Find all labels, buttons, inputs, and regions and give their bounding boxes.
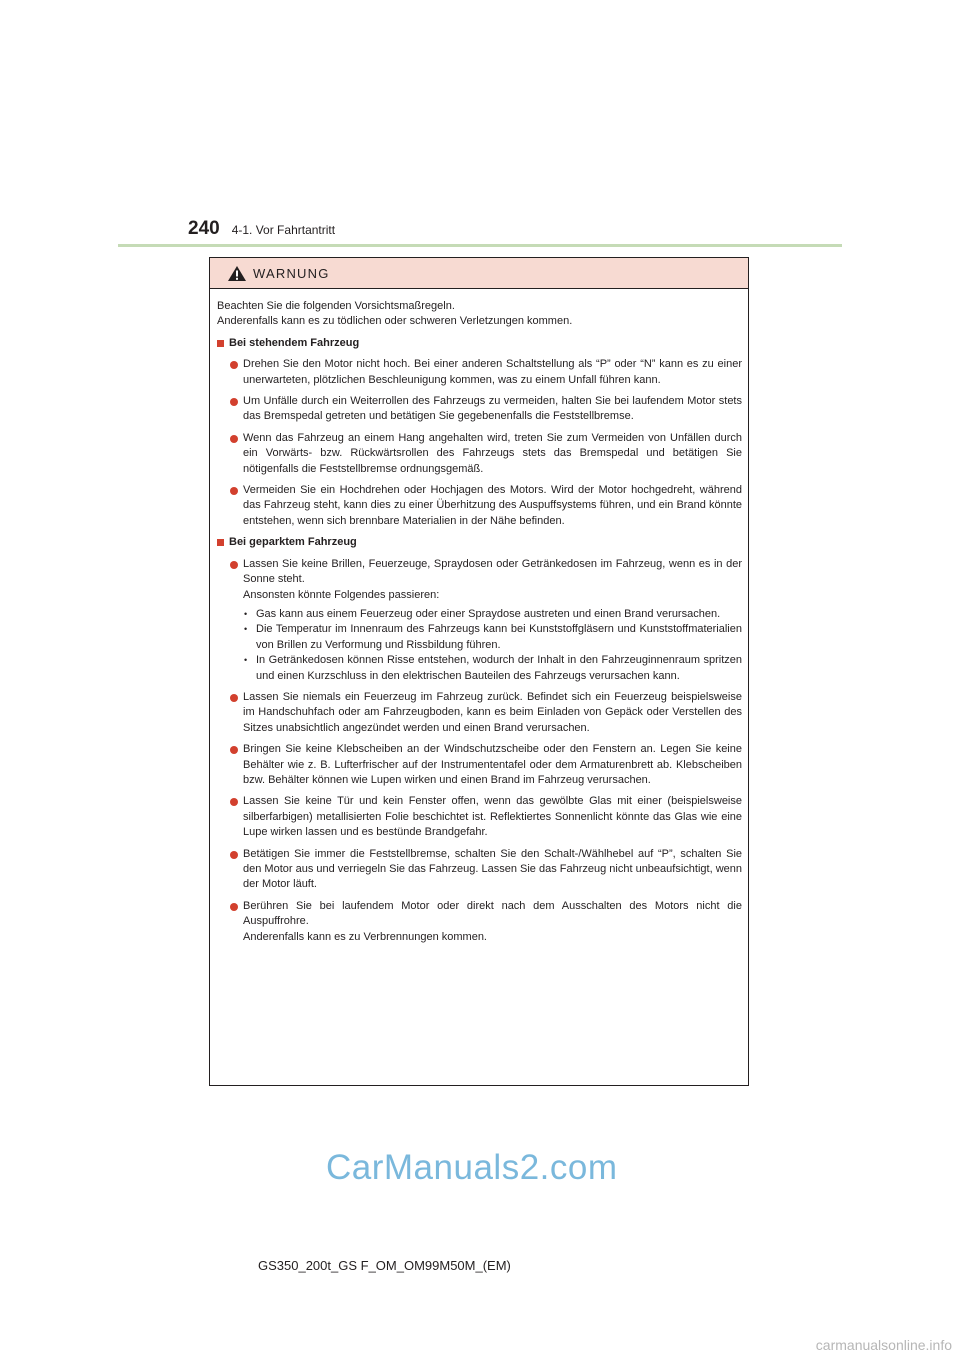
- section-title: 4-1. Vor Fahrtantritt: [231, 223, 336, 237]
- square-bullet-icon: [217, 539, 224, 546]
- list-item-text: Drehen Sie den Motor nicht hoch. Bei einer anderen Schaltstellung als “P” oder “N” kann es zu einer unerwarteten, plötzlichen Beschleunigung kommen, was zu einem Unfall führen kann.: [243, 358, 742, 386]
- section-heading-text: Bei geparktem Fahrzeug: [229, 536, 357, 549]
- list-item: [217, 847, 742, 893]
- section-heading-stationary: [217, 336, 742, 351]
- list-item-text: Lassen Sie keine Tür und kein Fenster offen, wenn das gewölbte Glas mit einer (beispielsweise silberfarbigen) metallisierten Folie beschichtet ist. Reflektiertes Sonnenlicht könnte das Glas wie eine Lupe wirken lassen und es bestünde Brandgefahr.: [243, 795, 742, 839]
- list-item: [217, 357, 742, 388]
- sub-list-item: • Gas kann aus einem Feuerzeug oder einer Spraydose austreten und einen Brand verursachen.: [243, 607, 742, 622]
- round-bullet-icon: [230, 746, 238, 754]
- list-item-text: Bringen Sie keine Klebscheiben an der Windschutzscheibe oder den Fenstern an. Legen Sie keine Behälter wie z. B. Lufterfrischer auf der Instrumententafel oder dem Armaturenbrett ab. Klebscheiben bzw. Behälter können wie Lupen wirken und einen Brand im Fahrzeug verursachen.: [243, 743, 742, 786]
- list-item: [217, 899, 742, 945]
- warning-box: [209, 257, 749, 1086]
- round-bullet-icon: [230, 487, 238, 495]
- footer-manual-code: GS350_200t_GS F_OM_OM99M50M_(EM): [258, 1258, 511, 1273]
- list-item-text: Lassen Sie niemals ein Feuerzeug im Fahrzeug zurück. Befindet sich ein Feuerzeug beispielsweise im Handschuhfach oder am Fahrzeugboden, kann es beim Einladen von Gepäck oder Verstellen des Sitzes unabsichtlich angezündet werden und einen Brand verursachen.: [243, 690, 742, 734]
- list-item-text: Ansonsten könnte Folgendes passieren:: [243, 588, 440, 601]
- warning-intro: [217, 299, 742, 330]
- round-bullet-icon: [230, 798, 238, 806]
- list-item-text: Um Unfälle durch ein Weiterrollen des Fahrzeugs zu vermeiden, halten Sie bei laufendem Motor stets das Bremspedal getreten und betätigen Sie gegebenenfalls die Feststellbremse.: [243, 395, 742, 423]
- list-item-text: Anderenfalls kann es zu Verbrennungen kommen.: [243, 930, 487, 943]
- warning-header: [210, 258, 748, 289]
- list-item: [217, 431, 742, 477]
- section-heading-text: Bei stehendem Fahrzeug: [229, 336, 360, 349]
- watermark-logo: CarManuals2.com: [326, 1148, 618, 1187]
- list-item-text: Berühren Sie bei laufendem Motor oder direkt nach dem Ausschalten des Motors nicht die Auspuffrohre.: [243, 899, 742, 928]
- sub-list-item: • In Getränkedosen können Risse entstehen, wodurch der Inhalt in den Fahrzeuginnenraum spritzen und einen Kurzschluss in den elektrischen Bauteilen des Fahrzeugs verursachen kann.: [243, 653, 742, 684]
- round-bullet-icon: [230, 398, 238, 406]
- list-item: [217, 690, 742, 736]
- sub-list: [243, 607, 742, 684]
- intro-line-2: Anderenfalls kann es zu tödlichen oder schweren Verletzungen kommen.: [217, 315, 573, 328]
- warning-content: [210, 289, 748, 945]
- round-bullet-icon: [230, 851, 238, 859]
- page-number: 240: [188, 218, 220, 239]
- list-item-text: Betätigen Sie immer die Feststellbremse, schalten Sie den Schalt-/Wählhebel auf “P”, schalten Sie den Motor aus und verriegeln Sie das Fahrzeug. Lassen Sie das Fahrzeug nicht unbeaufsichtigt, wenn der Motor läuft.: [243, 847, 742, 891]
- list-item: [217, 557, 742, 684]
- round-bullet-icon: [230, 694, 238, 702]
- site-watermark: carmanualsonline.info: [815, 1337, 952, 1353]
- list-item-text: Vermeiden Sie ein Hochdrehen oder Hochjagen des Motors. Wird der Motor hochgedreht, während das Fahrzeug steht, kann dies zu einer Überhitzung des Auspuffsystems führen, und ein Brand könnte entstehen, wenn sich brennbare Materialien in der Nähe befinden.: [243, 484, 742, 527]
- list-item-text: Lassen Sie keine Brillen, Feuerzeuge, Spraydosen oder Getränkedosen im Fahrzeug, wenn es in der Sonne steht.: [243, 557, 742, 586]
- warning-triangle-icon: [227, 265, 247, 282]
- intro-line-1: Beachten Sie die folgenden Vorsichtsmaßregeln.: [217, 300, 455, 312]
- square-bullet-icon: [217, 340, 224, 347]
- round-bullet-icon: [230, 361, 238, 369]
- round-bullet-icon: [230, 903, 238, 911]
- round-bullet-icon: [230, 561, 238, 569]
- header-rule: [118, 244, 842, 247]
- page-header: [188, 218, 335, 246]
- list-item: [217, 742, 742, 788]
- list-item: [217, 483, 742, 529]
- warning-title: WARNUNG: [253, 265, 330, 281]
- round-bullet-icon: [230, 435, 238, 443]
- list-item-text: Wenn das Fahrzeug an einem Hang angehalten wird, treten Sie zum Vermeiden von Unfällen durch ein Vorwärts- bzw. Rückwärtsrollen des Fahrzeugs stets das Bremspedal und betätigen Sie nötigenfalls die Feststellbremse ordnungsgemäß.: [243, 431, 742, 475]
- section-heading-parked: [217, 535, 742, 550]
- sub-list-item: • Die Temperatur im Innenraum des Fahrzeugs kann bei Kunststoffgläsern und Kunststoffmaterialien von Brillen zu Verformung und Rissbildung führen.: [243, 622, 742, 653]
- list-item: [217, 794, 742, 840]
- list-item: [217, 394, 742, 425]
